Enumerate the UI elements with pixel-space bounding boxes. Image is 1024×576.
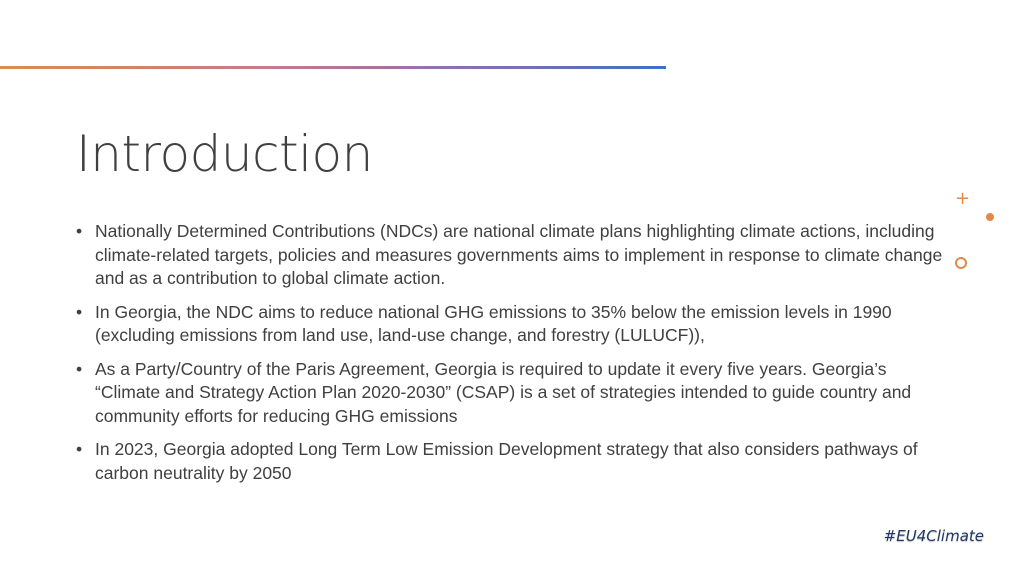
bullet-item-georgia-target: • In Georgia, the NDC aims to reduce national GHG emissions to 35% below the emission levels in 1990 (excluding emissions from land use, land-use change, and forestry (LULUCF)), [76, 301, 946, 348]
footer-hashtag: #EU4Climate [883, 527, 984, 545]
dot-icon [986, 213, 994, 221]
title-accent-line [0, 66, 666, 69]
bullet-item-ndc-definition: • Nationally Determined Contributions (NDCs) are national climate plans highlighting climate actions, including climate-related targets, policies and measures governments aims to implement in response to climate change and as a contribution to global climate action. [76, 220, 946, 291]
bullet-item-lt-leds: • In 2023, Georgia adopted Long Term Low Emission Development strategy that also considers pathways of carbon neutrality by 2050 [76, 438, 946, 485]
ring-icon [955, 257, 967, 269]
bullet-item-paris-agreement: • As a Party/Country of the Paris Agreement, Georgia is required to update it every five years. Georgia’s “Climate and Strategy Action Plan 2020-2030” (CSAP) is a set of strategies intended to guide country and community efforts for reducing GHG emissions [76, 358, 946, 429]
slide-title: Introduction [76, 125, 373, 183]
plus-icon: + [955, 188, 971, 209]
bullet-list [76, 220, 946, 495]
